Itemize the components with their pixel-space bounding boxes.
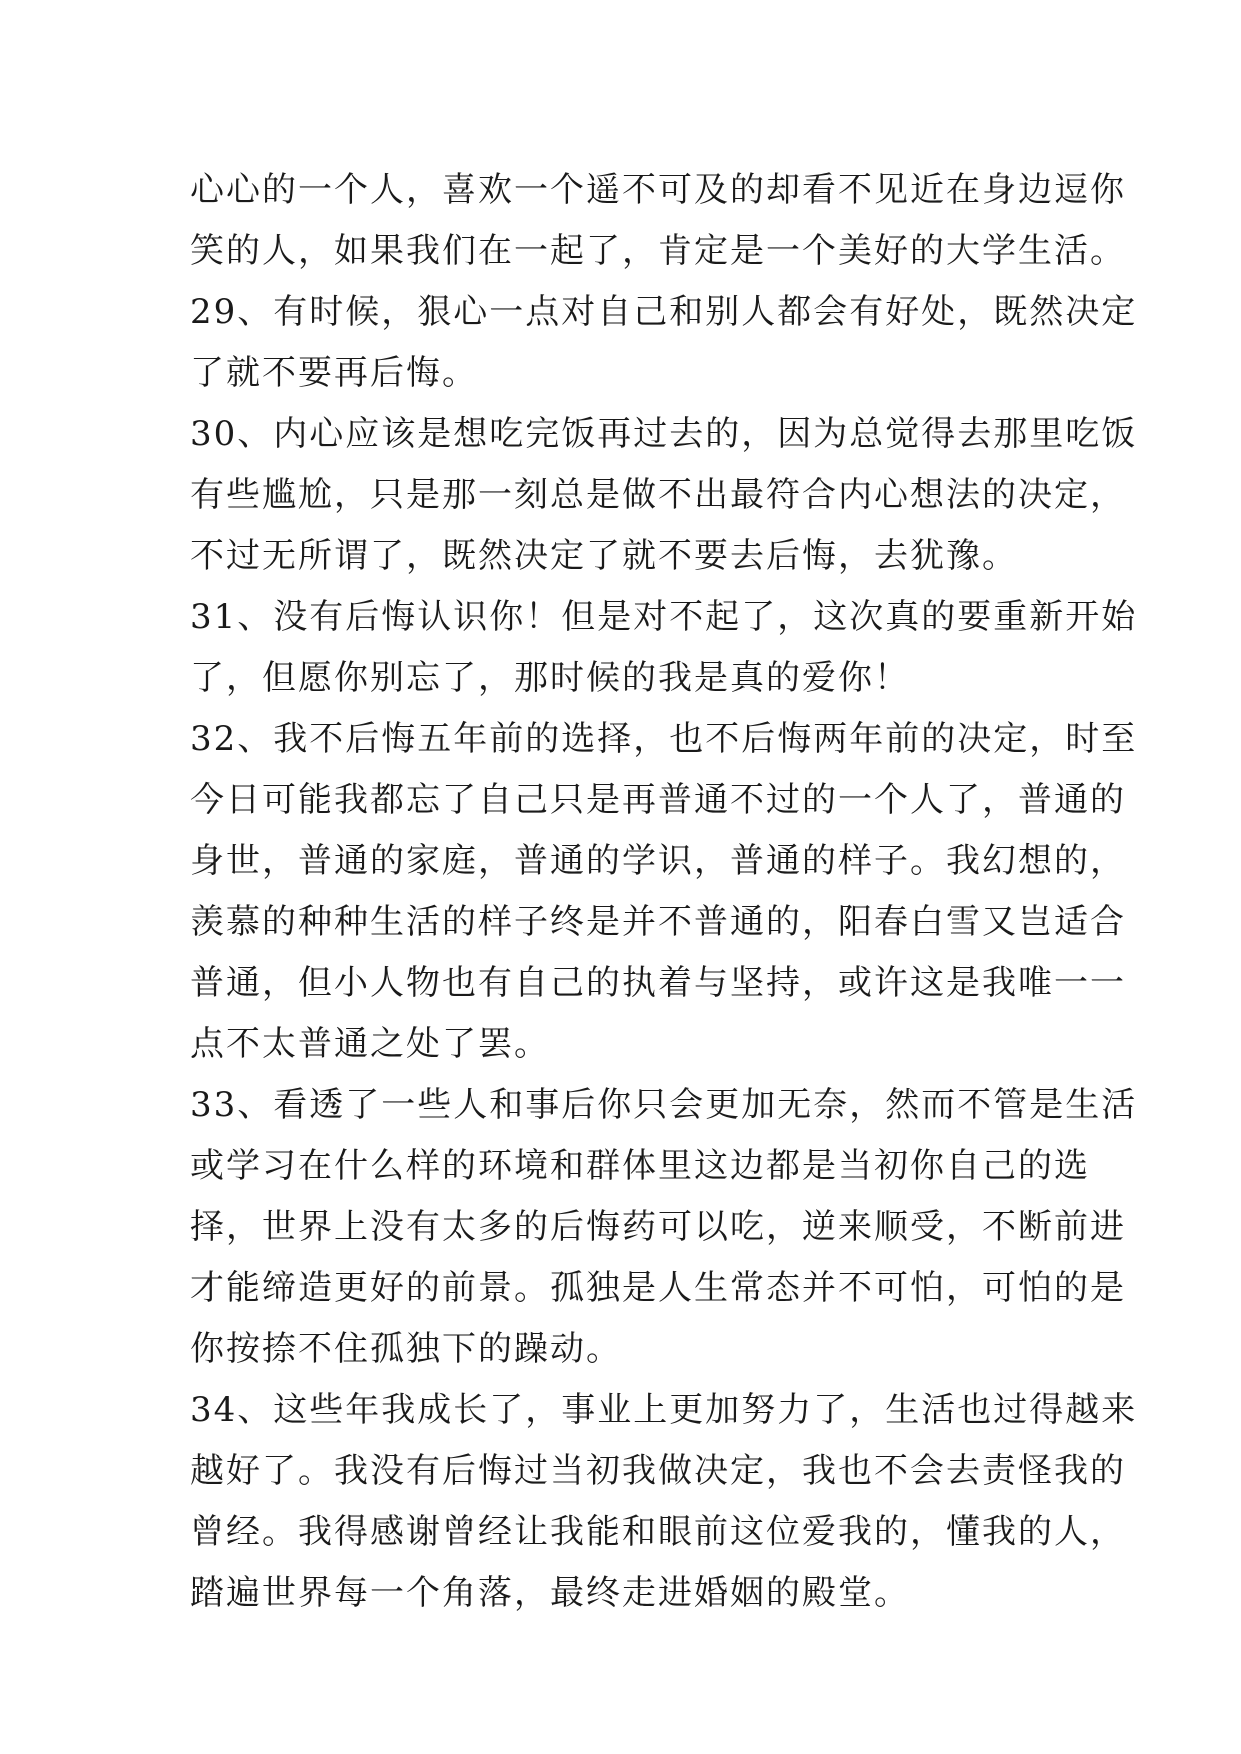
- text-line: 34、这些年我成长了，事业上更加努力了，生活也过得越来: [190, 1390, 1138, 1430]
- text-line: 踏遍世界每一个角落，最终走进婚姻的殿堂。: [190, 1573, 910, 1613]
- text-line: 心心的一个人，喜欢一个遥不可及的却看不见近在身边逗你: [190, 170, 1126, 210]
- text-line: 29、有时候，狠心一点对自己和别人都会有好处，既然决定: [190, 292, 1138, 332]
- text-line: 不过无所谓了，既然决定了就不要去后悔，去犹豫。: [190, 536, 1018, 576]
- text-line: 有些尴尬，只是那一刻总是做不出最符合内心想法的决定，: [190, 475, 1126, 515]
- text-line: 今日可能我都忘了自己只是再普通不过的一个人了，普通的: [190, 780, 1126, 820]
- text-line: 择，世界上没有太多的后悔药可以吃，逆来顺受，不断前进: [190, 1207, 1126, 1247]
- text-line: 31、没有后悔认识你！但是对不起了，这次真的要重新开始: [190, 597, 1138, 637]
- text-line: 曾经。我得感谢曾经让我能和眼前这位爱我的，懂我的人，: [190, 1512, 1126, 1552]
- text-line: 才能缔造更好的前景。孤独是人生常态并不可怕，可怕的是: [190, 1268, 1126, 1308]
- text-line: 羡慕的种种生活的样子终是并不普通的，阳春白雪又岂适合: [190, 902, 1126, 942]
- document-body: [190, 160, 1138, 1624]
- text-line: 身世，普通的家庭，普通的学识，普通的样子。我幻想的，: [190, 841, 1126, 881]
- text-line: 32、我不后悔五年前的选择，也不后悔两年前的决定，时至: [190, 719, 1138, 759]
- text-line: 普通，但小人物也有自己的执着与坚持，或许这是我唯一一: [190, 963, 1126, 1003]
- text-line: 33、看透了一些人和事后你只会更加无奈，然而不管是生活: [190, 1085, 1138, 1125]
- text-line: 笑的人，如果我们在一起了，肯定是一个美好的大学生活。: [190, 231, 1126, 271]
- text-line: 越好了。我没有后悔过当初我做决定，我也不会去责怪我的: [190, 1451, 1126, 1491]
- text-line: 了就不要再后悔。: [190, 353, 478, 393]
- text-line: 点不太普通之处了罢。: [190, 1024, 550, 1064]
- text-line: 或学习在什么样的环境和群体里这边都是当初你自己的选: [190, 1146, 1090, 1186]
- text-line: 30、内心应该是想吃完饭再过去的，因为总觉得去那里吃饭: [190, 414, 1138, 454]
- text-line: 你按捺不住孤独下的躁动。: [190, 1329, 622, 1369]
- text-line: 了，但愿你别忘了，那时候的我是真的爱你！: [190, 658, 910, 698]
